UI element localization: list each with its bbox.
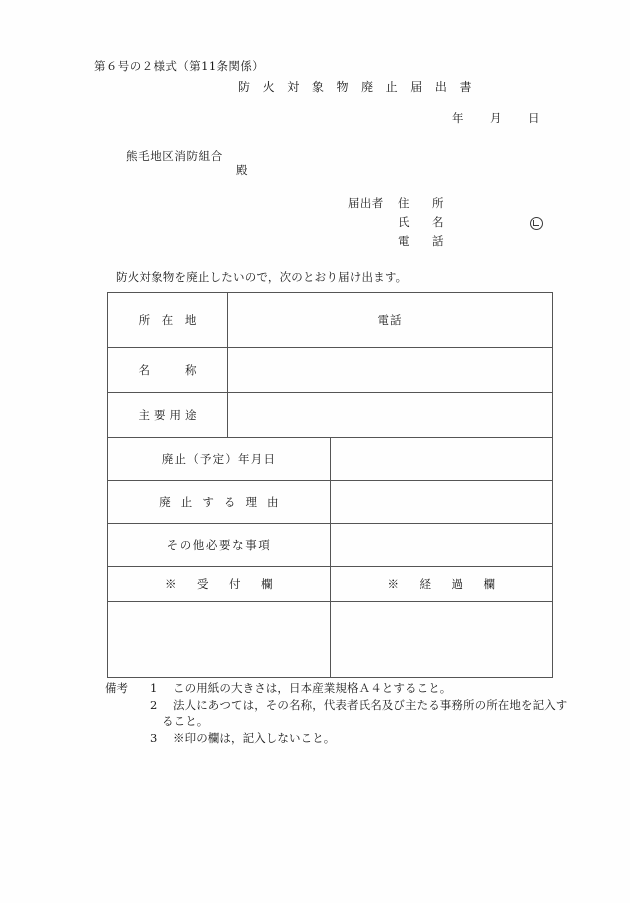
table-row (108, 481, 553, 524)
table-row (108, 293, 553, 348)
table-row (108, 524, 553, 567)
table-row (108, 438, 553, 481)
note-number: 2 (150, 697, 158, 712)
submitter-address-label: 住 所 (398, 196, 449, 210)
note-number: 3 (150, 730, 158, 745)
intro-sentence: 防火対象物を廃止したいので，次のとおり届け出ます。 (116, 270, 408, 284)
submitter-name-label: 氏 名 (398, 215, 449, 229)
submitter-phone-label: 電 話 (398, 234, 449, 248)
document-title: 防 火 対 象 物 廃 止 届 出 書 (238, 80, 476, 94)
row-label-location: 所 在 地 (108, 293, 228, 348)
date-year-label: 年 (452, 111, 464, 125)
row-label-usage: 主要用途 (108, 393, 228, 438)
seal-icon (530, 214, 543, 233)
row-value-abolish-date[interactable] (331, 438, 553, 481)
table-row (108, 602, 553, 678)
date-line (452, 110, 540, 126)
addressee-honorific: 殿 (236, 163, 248, 177)
row-value-other-matters[interactable] (331, 524, 553, 567)
note-number: 1 (150, 681, 158, 695)
reception-column-header: ※ 受 付 欄 (108, 567, 331, 602)
notes-label: 備考 (105, 681, 128, 695)
note-text-continued: ること。 (162, 714, 209, 728)
submitter-label: 届出者 (348, 196, 384, 210)
date-month-label: 月 (490, 111, 502, 125)
row-label-name: 名 称 (108, 348, 228, 393)
note-text: 法人にあつては，その名称，代表者氏名及び主たる事務所の所在地を記入す (173, 697, 568, 712)
row-label-other-matters: その他必要な事項 (108, 524, 331, 567)
row-value-name[interactable] (228, 348, 553, 393)
progress-column-box[interactable] (331, 602, 553, 678)
table-row (108, 567, 553, 602)
date-day-label: 日 (528, 111, 540, 125)
note-text: この用紙の大きさは，日本産業規格Ａ４とすること。 (173, 681, 452, 695)
note-text: ※印の欄は，記入しないこと。 (173, 730, 336, 745)
progress-column-header: ※ 経 過 欄 (331, 567, 553, 602)
reception-column-box[interactable] (108, 602, 331, 678)
row-value-usage[interactable] (228, 393, 553, 438)
table-row (108, 393, 553, 438)
form-table (107, 292, 553, 678)
row-label-abolish-date: 廃止（予定）年月日 (108, 438, 331, 481)
form-number: 第６号の２様式（第11条関係） (94, 59, 265, 73)
table-row (108, 348, 553, 393)
row-value-location[interactable] (228, 293, 553, 348)
addressee-name: 熊毛地区消防組合 (126, 149, 223, 163)
row-label-abolish-reason: 廃 止 す る 理 由 (108, 481, 331, 524)
phone-label-inline: 電話 (377, 313, 403, 327)
row-value-abolish-reason[interactable] (331, 481, 553, 524)
